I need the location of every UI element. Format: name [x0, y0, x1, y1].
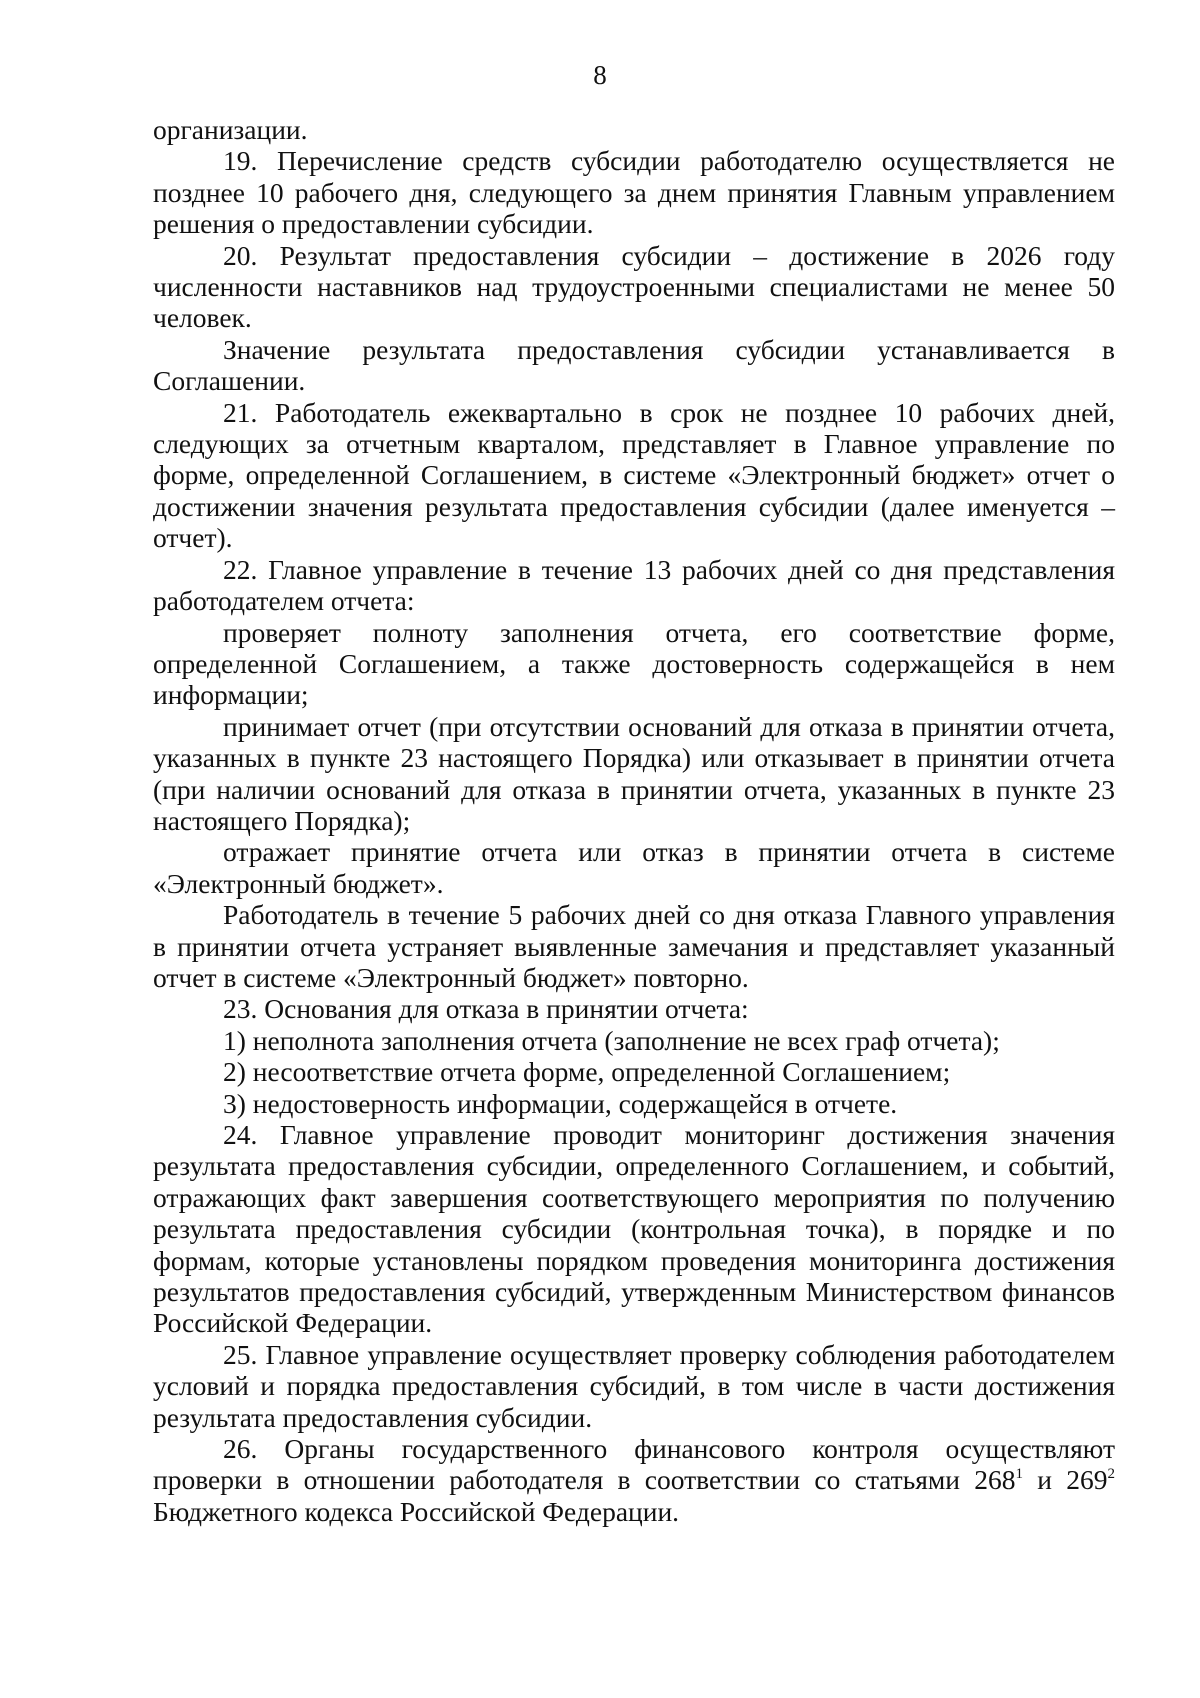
paragraph-22-reflect: отражает принятие отчета или отказ в принятии отчета в системе «Электронный бюджет». [153, 836, 1115, 899]
paragraph-19: 19. Перечисление средств субсидии работодателю осуществляется не позднее 10 рабочего дня, следующего за днем принятия Главным управлением решения о предоставлении субсидии. [153, 145, 1115, 240]
paragraph-21: 21. Работодатель ежеквартально в срок не позднее 10 рабочих дней, следующих за отчетным кварталом, представляет в Главное управление по форме, определенной Соглашением, в системе «Электронный бюджет» отчет о достижении значения результата предоставления субсидии (далее именуется – отчет). [153, 396, 1115, 554]
paragraph-22-resubmit: Работодатель в течение 5 рабочих дней со дня отказа Главного управления в принятии отчета устраняет выявленные замечания и представляет указанный отчет в системе «Электронный бюджет» повторно. [153, 899, 1115, 993]
paragraph-26 [153, 1433, 1115, 1527]
paragraph-22: 22. Главное управление в течение 13 рабочих дней со дня представления работодателем отчета: [153, 553, 1115, 617]
page-number: 8 [593, 60, 607, 90]
paragraph-23-item-3: 3) недостоверность информации, содержащейся в отчете. [223, 1087, 898, 1119]
paragraph-20-value: Значение результата предоставления субсидии устанавливается в Соглашении. [153, 333, 1115, 397]
paragraph-26-part-3: Бюджетного кодекса Российской Федерации. [153, 1495, 680, 1527]
document-body [153, 114, 1115, 1527]
paragraph-25: 25. Главное управление осуществляет проверку соблюдения работодателем условий и порядка предоставления субсидий, в том числе в части достижения результата предоставления субсидии. [153, 1338, 1115, 1433]
superscript-1: 1 [1015, 1466, 1024, 1483]
paragraph-20: 20. Результат предоставления субсидии – достижение в 2026 году численности наставников над трудоустроенными специалистами не менее 50 человек. [153, 239, 1115, 334]
paragraph-23-item-1: 1) неполнота заполнения отчета (заполнение не всех граф отчета); [223, 1024, 1000, 1056]
paragraph-22-accept: принимает отчет (при отсутствии оснований для отказа в принятии отчета, указанных в пункте 23 настоящего Порядка) или отказывает в принятии отчета (при наличии оснований для отказа в принятии отчета, указанных в пункте 23 настоящего Порядка); [153, 710, 1115, 836]
paragraph-continuation: организации. [153, 114, 308, 145]
superscript-2: 2 [1107, 1466, 1115, 1483]
paragraph-23-item-2: 2) несоответствие отчета форме, определенной Соглашением; [223, 1056, 951, 1088]
paragraph-22-check: проверяет полноту заполнения отчета, его соответствие форме, определенной Соглашением, а также достоверность содержащейся в нем информации; [153, 616, 1115, 711]
paragraph-26-part-2: и 269 [1023, 1464, 1108, 1496]
paragraph-23: 23. Основания для отказа в принятии отчета: [223, 993, 749, 1025]
paragraph-24: 24. Главное управление проводит мониторинг достижения значения результата предоставления субсидии, определенного Соглашением, и событий, отражающих факт завершения соответствующего мероприятия по получению результата предоставления субсидии (контрольная точка), в порядке и по формам, которые установлены порядком проведения мониторинга достижения результатов предоставления субсидий, утвержденным Министерством финансов Российской Федерации. [153, 1119, 1115, 1339]
paragraph-26-part-1: 26. Органы государственного финансового контроля осуществляют проверки в отношении работодателя в соответствии со статьями 268 [153, 1433, 1115, 1496]
